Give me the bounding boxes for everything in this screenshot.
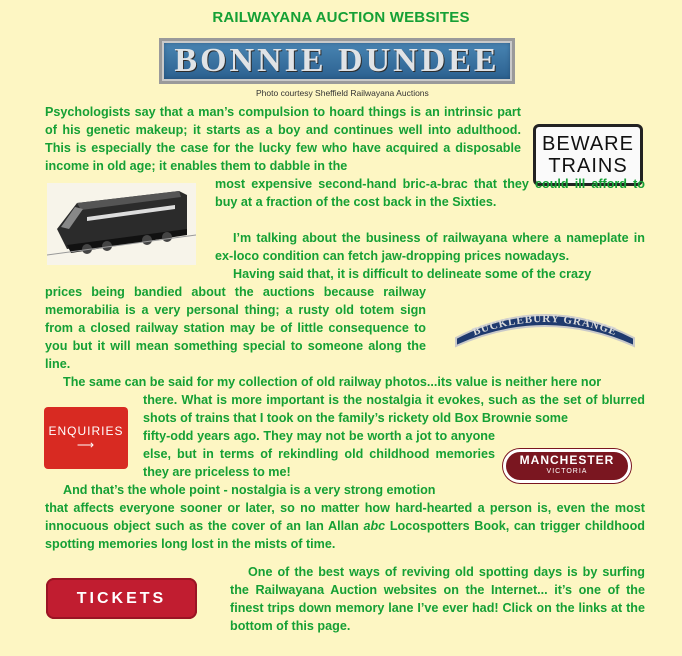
paragraph-4c: fifty-odd years ago. They may not be worth a jot to anyone else, but in terms of rekindling old childhood memories they are priceless to me! <box>143 429 495 479</box>
paragraph-5b: that affects everyone sooner or later, so no matter how hard-hearted a person is, even the most innocuous object such as the cover of an Ian Allan <box>45 501 645 533</box>
victoria-text: VICTORIA <box>546 468 588 475</box>
trains-line: TRAINS <box>548 155 628 177</box>
tickets-text: TICKETS <box>76 589 167 607</box>
manchester-text: MANCHESTER <box>519 453 615 467</box>
paragraph-6: One of the best ways of reviving old spotting days is by surfing the Railwayana Auction websites on the Internet... it’s one of the finest trips down memory lane I’ve ever had! Click on the links at the bottom of this page. <box>230 565 645 633</box>
beware-line: BEWARE <box>542 133 634 155</box>
paragraph-1b: most expensive second-hand bric-a-brac that they could ill afford to buy at a fraction of the cost back in the Sixties. <box>215 177 645 209</box>
enquiries-text: ENQUIRIES <box>48 424 124 438</box>
paragraph-2: I’m talking about the business of railwayana where a nameplate in ex-loco condition can fetch jaw-dropping prices nowadays. <box>215 231 645 263</box>
nameplate-photo-caption: Photo courtesy Sheffield Railwayana Auctions <box>256 88 429 98</box>
paragraph-1a: Psychologists say that a man’s compulsion to hoard things is an intrinsic part of his genetic makeup; it starts as a boy and continues well into adulthood. This is especially the case for the lucky few who have acquired a disposable income in old age; it enables them to dabble in the <box>45 105 521 173</box>
page-title: RAILWAYANA AUCTION WEBSITES <box>212 9 470 26</box>
manchester-victoria-totem-image <box>503 449 631 483</box>
bucklebury-grange-text: BUCKLEBURY GRANGE <box>471 312 619 339</box>
paragraph-5c: Locospotters Book, can trigger childhood spotting memories long lost in the mists of time. <box>45 519 645 551</box>
nameplate-text: BONNIE DUNDEE <box>174 42 500 79</box>
paragraph-4b: there. What is more important is the nostalgia it evokes, such as the set of blurred shots of trains that I took on the family’s rickety old Box Brownie some <box>143 393 645 425</box>
tickets-sign-image <box>46 578 197 619</box>
enquiries-sign-image <box>44 407 128 469</box>
paragraph-3b: prices being bandied about the auctions because railway memorabilia is a very personal thing; a rusty old totem sign from a closed railway station may be of little consequence to you but it will mean something special to someone along the line. <box>45 285 426 371</box>
bonnie-dundee-nameplate-image <box>159 38 515 84</box>
paragraph-3a: Having said that, it is difficult to delineate some of the crazy <box>233 267 592 281</box>
abc-text: abc <box>363 519 386 533</box>
paragraph-5 <box>45 499 645 553</box>
arrow-right-icon: ⟶ <box>76 438 96 452</box>
paragraph-4a: The same can be said for my collection of old railway photos...its value is neither here nor <box>63 375 602 389</box>
bucklebury-grange-nameplate-image <box>450 300 640 355</box>
paragraph-5a: And that’s the whole point - nostalgia is a very strong emotion <box>63 483 436 497</box>
locomotive-drawing-image <box>47 183 196 265</box>
